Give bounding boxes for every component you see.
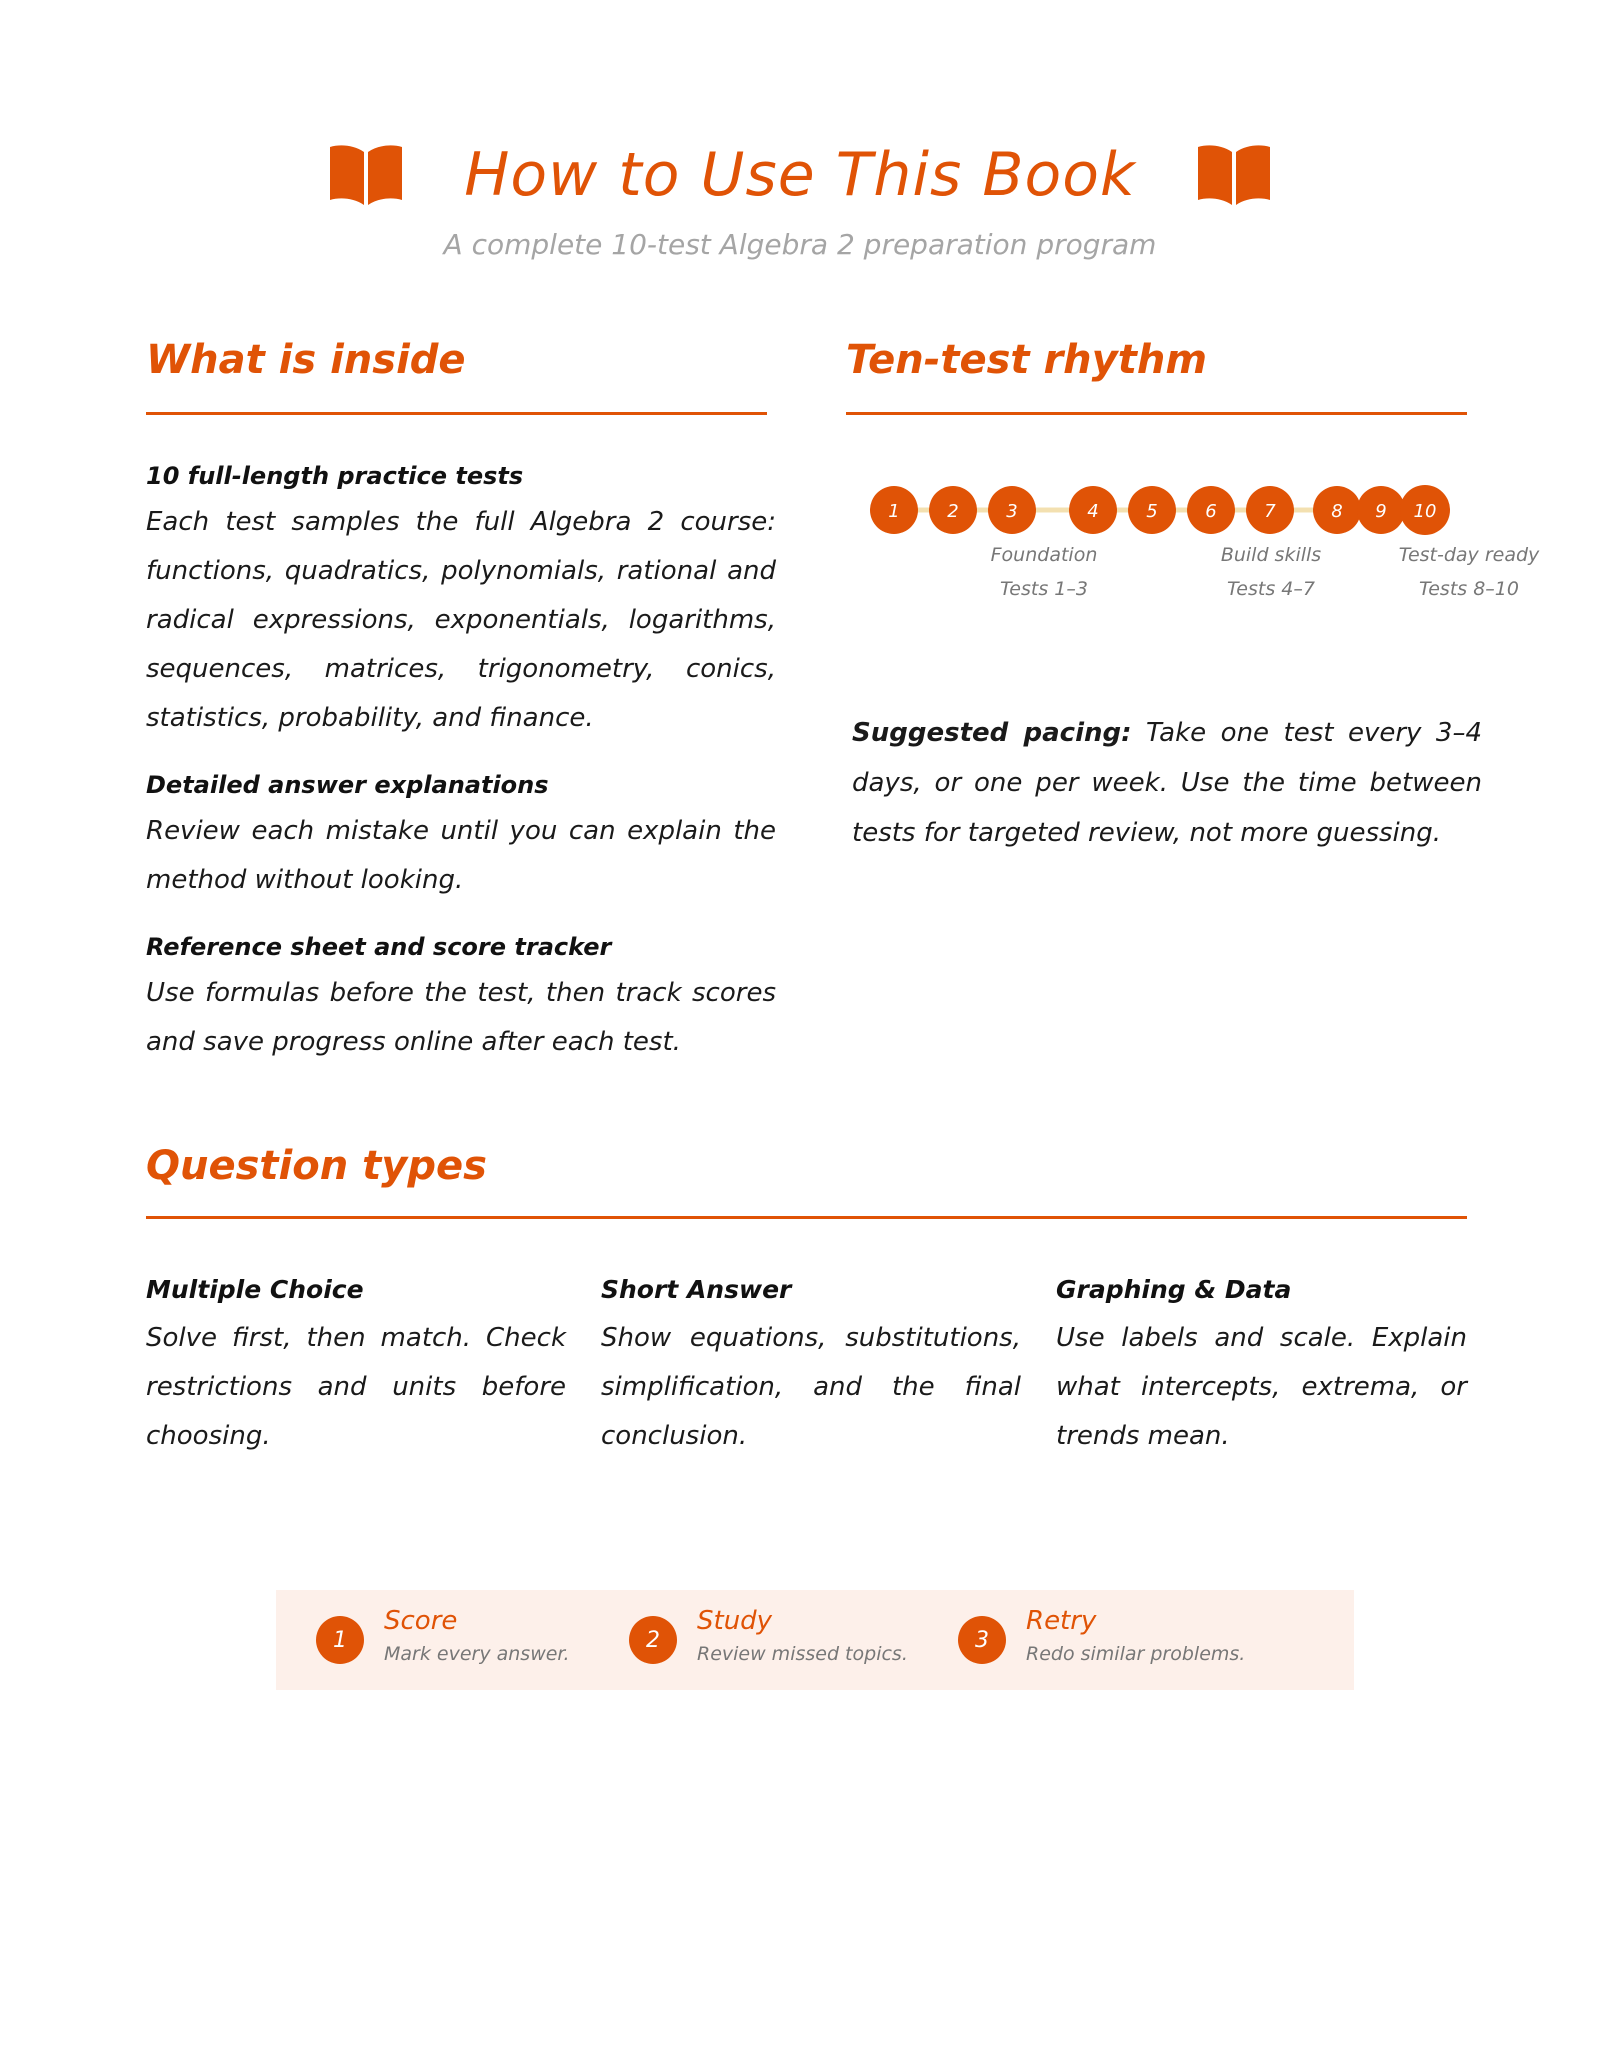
step-description: Mark every answer. bbox=[384, 1643, 570, 1665]
inside-item bbox=[146, 458, 776, 743]
test-marker-number: 10 bbox=[1413, 501, 1437, 522]
test-marker-number: 4 bbox=[1087, 501, 1099, 522]
test-marker bbox=[1187, 486, 1235, 534]
inside-list bbox=[146, 458, 776, 1091]
question-type-title: Multiple Choice bbox=[146, 1275, 364, 1304]
inside-item-title: Detailed answer explanations bbox=[146, 771, 549, 799]
inside-item bbox=[146, 929, 776, 1067]
phase-range: Tests 8–10 bbox=[1418, 578, 1519, 600]
question-type-text: Use labels and scale. Explain what intercepts, extrema, or trends mean. bbox=[1056, 1323, 1467, 1451]
pacing-text: Take one test every 3–4 days, or one per week. Use the time between tests for targeted review, not more guessing. bbox=[852, 718, 1482, 848]
inside-item-title: 10 full-length practice tests bbox=[146, 462, 524, 490]
question-type-card bbox=[146, 1272, 566, 1461]
test-marker bbox=[1246, 486, 1294, 534]
inside-item-text: Each test samples the full Algebra 2 course: functions, quadratics, polynomials, rational and radical expressions, exponentials, logarithms, sequences, matrices, trigonometry, conics, statistics, probability, and finance. bbox=[146, 507, 776, 733]
test-marker-number: 5 bbox=[1146, 501, 1158, 522]
question-type-text: Show equations, substitutions, simplification, and the final conclusion. bbox=[601, 1323, 1021, 1451]
section-divider bbox=[846, 412, 1467, 415]
question-type-text: Solve first, then match. Check restrictions and units before choosing. bbox=[146, 1323, 566, 1451]
test-marker bbox=[870, 486, 918, 534]
test-marker bbox=[1357, 486, 1405, 534]
step-description: Redo similar problems. bbox=[1026, 1643, 1246, 1665]
step-title: Retry bbox=[1026, 1606, 1097, 1636]
inside-item-title: Reference sheet and score tracker bbox=[146, 933, 612, 961]
test-marker bbox=[988, 486, 1036, 534]
test-marker bbox=[1400, 485, 1450, 535]
step-number-badge: 2 bbox=[629, 1616, 677, 1664]
question-type-card bbox=[1056, 1272, 1467, 1461]
test-marker-number: 6 bbox=[1205, 501, 1217, 522]
phase-label bbox=[1369, 538, 1569, 606]
section-divider bbox=[146, 1216, 1467, 1219]
open-book-icon bbox=[1196, 142, 1272, 208]
page-title: How to Use This Book bbox=[464, 140, 1136, 210]
question-type-title: Short Answer bbox=[601, 1275, 792, 1304]
step-title: Study bbox=[697, 1606, 773, 1636]
step-number-badge: 3 bbox=[958, 1616, 1006, 1664]
inside-item bbox=[146, 767, 776, 905]
section-divider bbox=[146, 412, 767, 415]
step-description: Review missed topics. bbox=[697, 1643, 908, 1665]
test-marker-number: 8 bbox=[1331, 501, 1343, 522]
page-subtitle: A complete 10-test Algebra 2 preparation program bbox=[443, 228, 1157, 261]
phase-name: Build skills bbox=[1220, 544, 1322, 566]
question-type-card bbox=[601, 1272, 1021, 1461]
test-marker-number: 3 bbox=[1006, 501, 1018, 522]
test-marker-number: 7 bbox=[1264, 501, 1276, 522]
phase-name: Test-day ready bbox=[1398, 544, 1540, 566]
test-marker-number: 9 bbox=[1375, 501, 1387, 522]
title-row bbox=[0, 135, 1600, 215]
study-steps-bar bbox=[276, 1590, 1354, 1690]
question-type-title: Graphing & Data bbox=[1056, 1275, 1292, 1304]
section-heading-inside: What is inside bbox=[146, 337, 466, 383]
step-number-badge: 1 bbox=[316, 1616, 364, 1664]
test-marker bbox=[1069, 486, 1117, 534]
inside-item-text: Review each mistake until you can explain the method without looking. bbox=[146, 816, 776, 895]
open-book-icon bbox=[328, 142, 404, 208]
inside-item-text: Use formulas before the test, then track scores and save progress online after each test. bbox=[146, 978, 776, 1057]
test-timeline bbox=[850, 480, 1540, 620]
section-heading-rhythm: Ten-test rhythm bbox=[846, 337, 1207, 383]
step-title: Score bbox=[384, 1606, 458, 1636]
phase-range: Tests 4–7 bbox=[1227, 578, 1315, 600]
phase-label bbox=[944, 538, 1144, 606]
phase-name: Foundation bbox=[990, 544, 1098, 566]
phase-label bbox=[1171, 538, 1371, 606]
test-marker bbox=[929, 486, 977, 534]
test-marker bbox=[1313, 486, 1361, 534]
test-marker-number: 2 bbox=[947, 501, 959, 522]
pacing-note bbox=[852, 708, 1482, 858]
test-marker bbox=[1128, 486, 1176, 534]
timeline-graphic bbox=[850, 480, 1490, 540]
phase-range: Tests 1–3 bbox=[1000, 578, 1088, 600]
test-marker-number: 1 bbox=[888, 501, 900, 522]
pacing-label: Suggested pacing: bbox=[852, 718, 1132, 748]
section-heading-question-types: Question types bbox=[146, 1143, 487, 1189]
